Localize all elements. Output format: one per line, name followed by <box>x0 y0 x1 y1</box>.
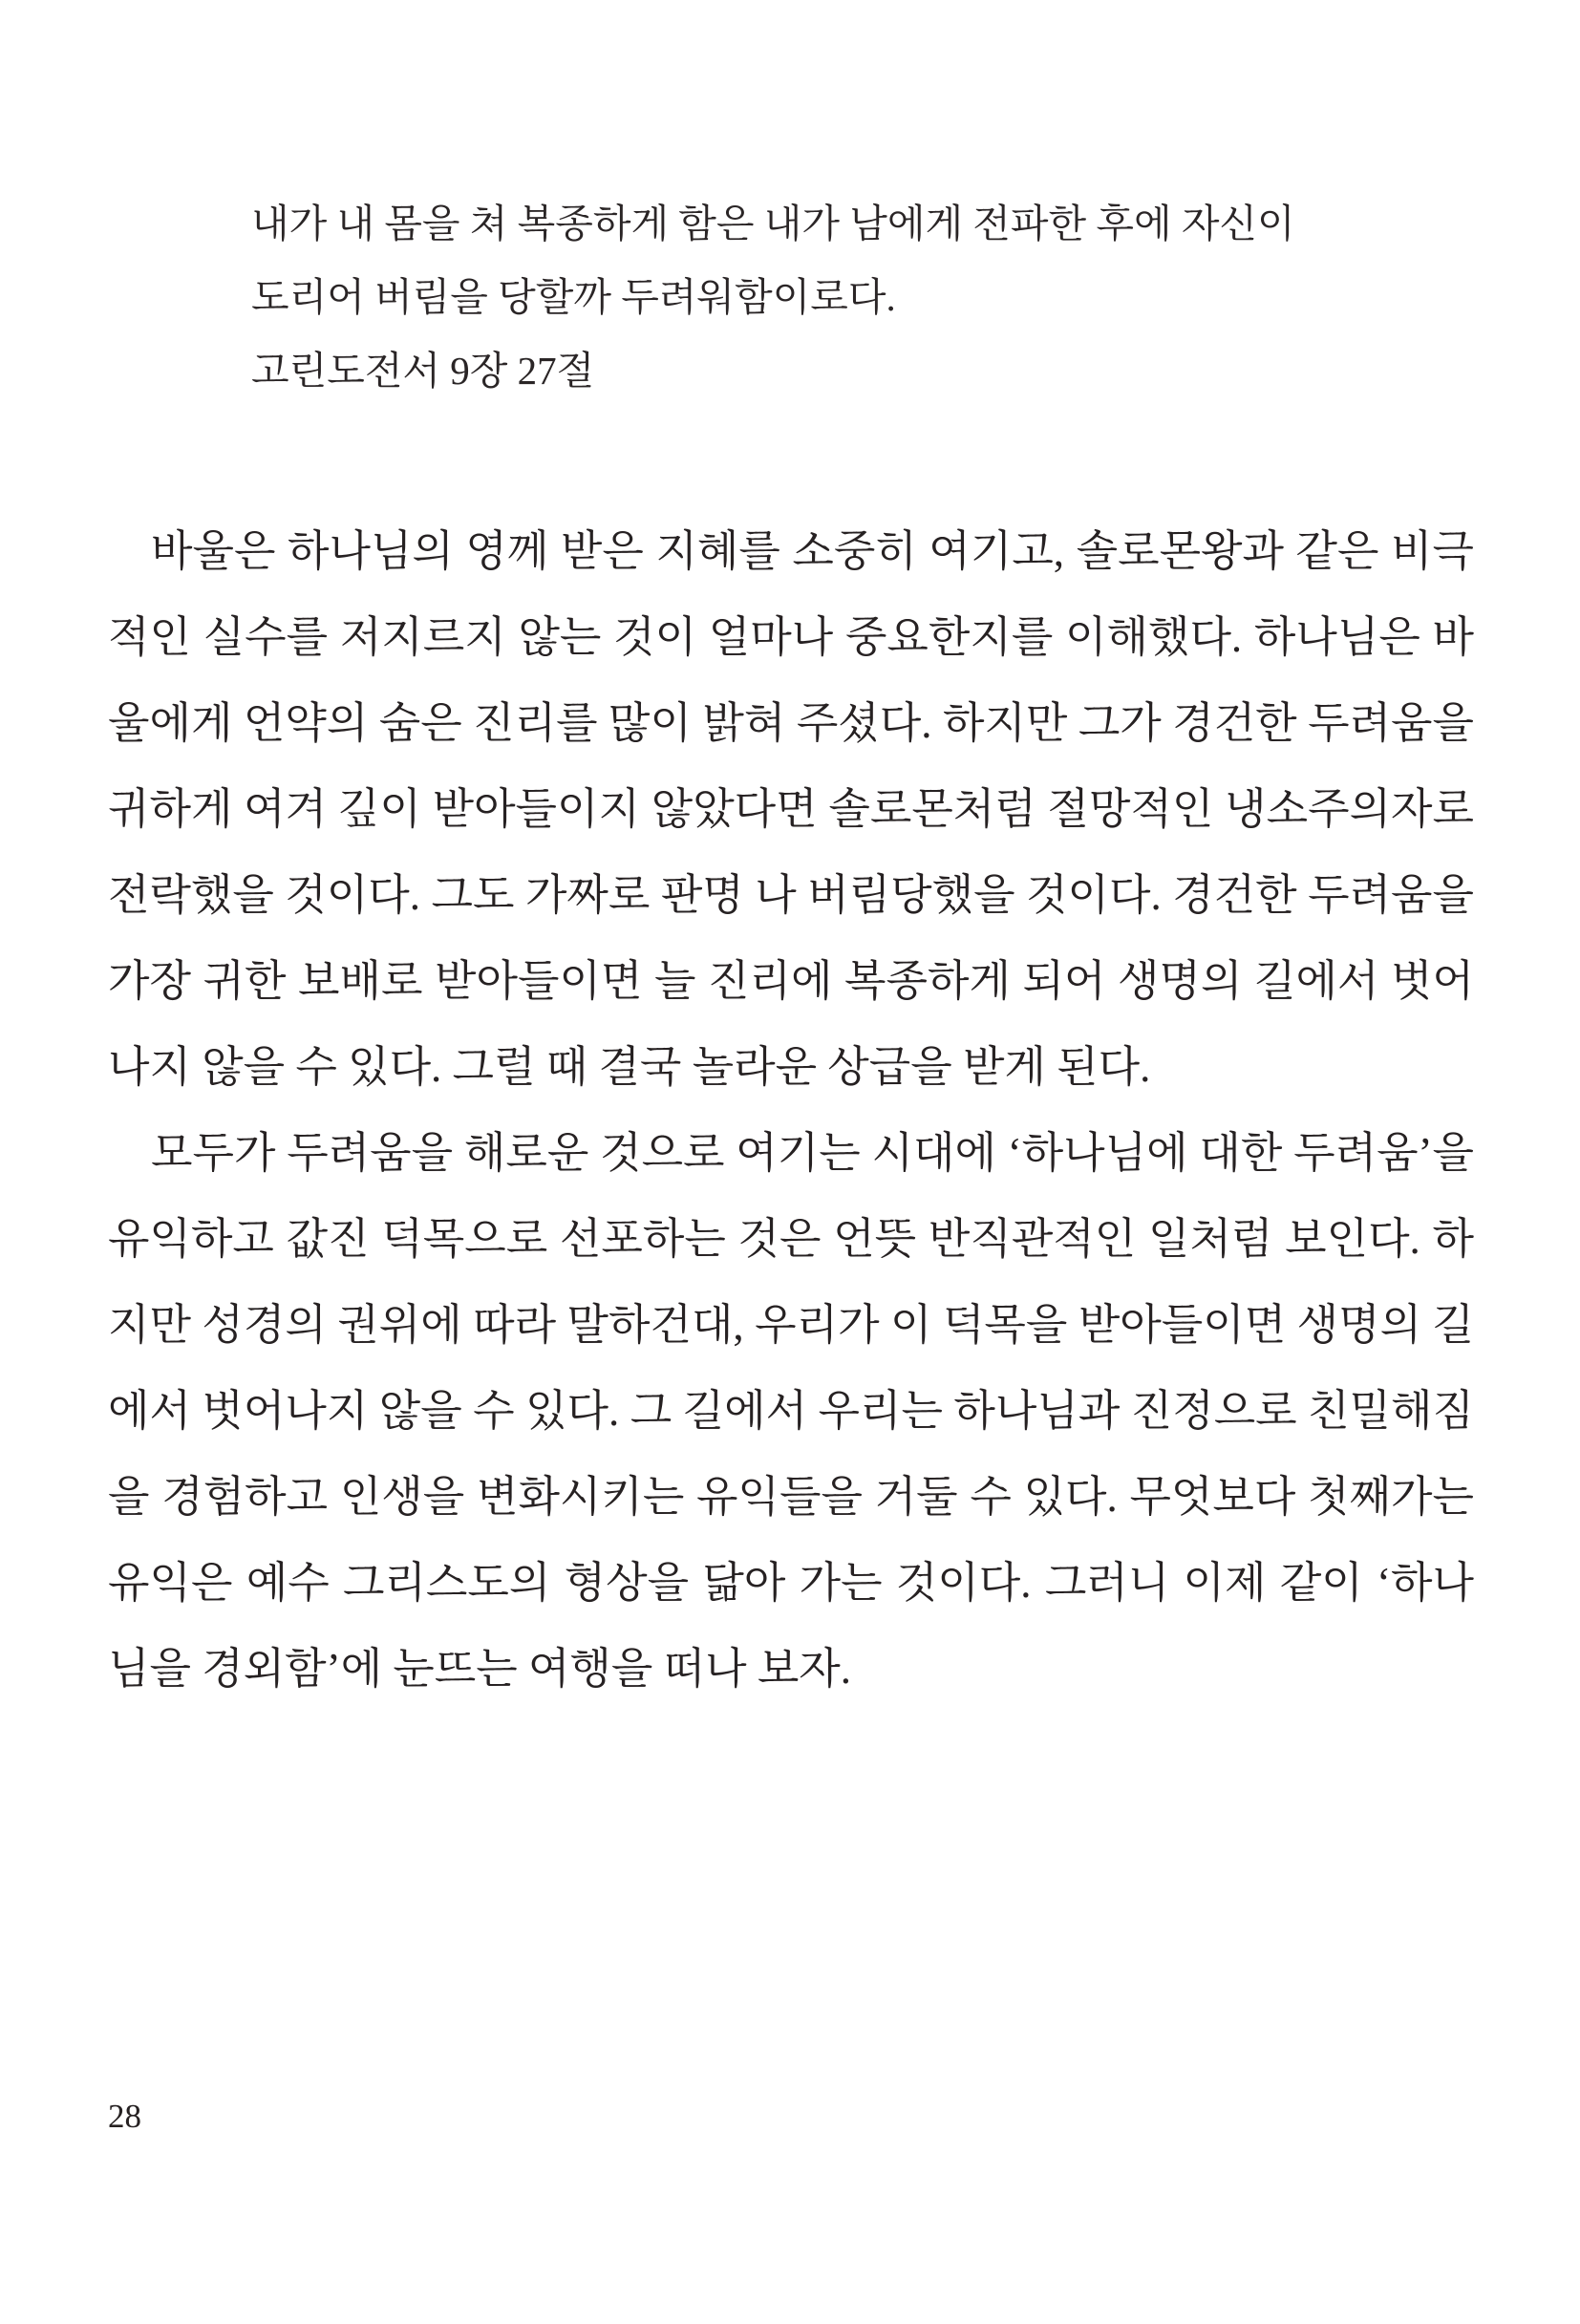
scripture-quote-line-1: 내가 내 몸을 쳐 복종하게 함은 내가 남에게 전파한 후에 자신이 <box>251 202 1295 245</box>
paragraph-2: 모두가 두려움을 해로운 것으로 여기는 시대에 ‘하나님에 대한 두려움’을 유익하고 값진 덕목으로 선포하는 것은 언뜻 반직관적인 일처럼 보인다. 하지만 성경의 권위에 따라 말하건대, 우리가 이 덕목을 받아들이면 생명의 길에서 벗어나지 않을 수 있다. 그 길에서 우리는 하나님과 진정으로 친밀해짐을 경험하고 인생을 변화시키는 유익들을 거둘 수 있다. 무엇보다 첫째가는 유익은 예수 그리스도의 형상을 닮아 가는 것이다. 그러니 이제 같이 ‘하나님을 경외함’에 눈뜨는 여행을 떠나 보자. <box>108 1129 1474 1693</box>
body-text <box>108 508 1474 1712</box>
scripture-reference: 고린도전서 9장 27절 <box>251 349 595 393</box>
paragraph-1: 바울은 하나님의 영께 받은 지혜를 소중히 여기고, 솔로몬왕과 같은 비극적인 실수를 저지르지 않는 것이 얼마나 중요한지를 이해했다. 하나님은 바울에게 언약의 숨은 진리를 많이 밝혀 주셨다. 하지만 그가 경건한 두려움을 귀하게 여겨 깊이 받아들이지 않았다면 솔로몬처럼 절망적인 냉소주의자로 전락했을 것이다. 그도 가짜로 판명 나 버림당했을 것이다. 경건한 두려움을 가장 귀한 보배로 받아들이면 늘 진리에 복종하게 되어 생명의 길에서 벗어나지 않을 수 있다. 그럴 때 결국 놀라운 상급을 받게 된다. <box>108 527 1474 1091</box>
scripture-quote <box>251 187 1465 408</box>
scripture-quote-line-2: 도리어 버림을 당할까 두려워함이로다. <box>251 275 896 319</box>
page-number: 28 <box>108 2098 141 2135</box>
